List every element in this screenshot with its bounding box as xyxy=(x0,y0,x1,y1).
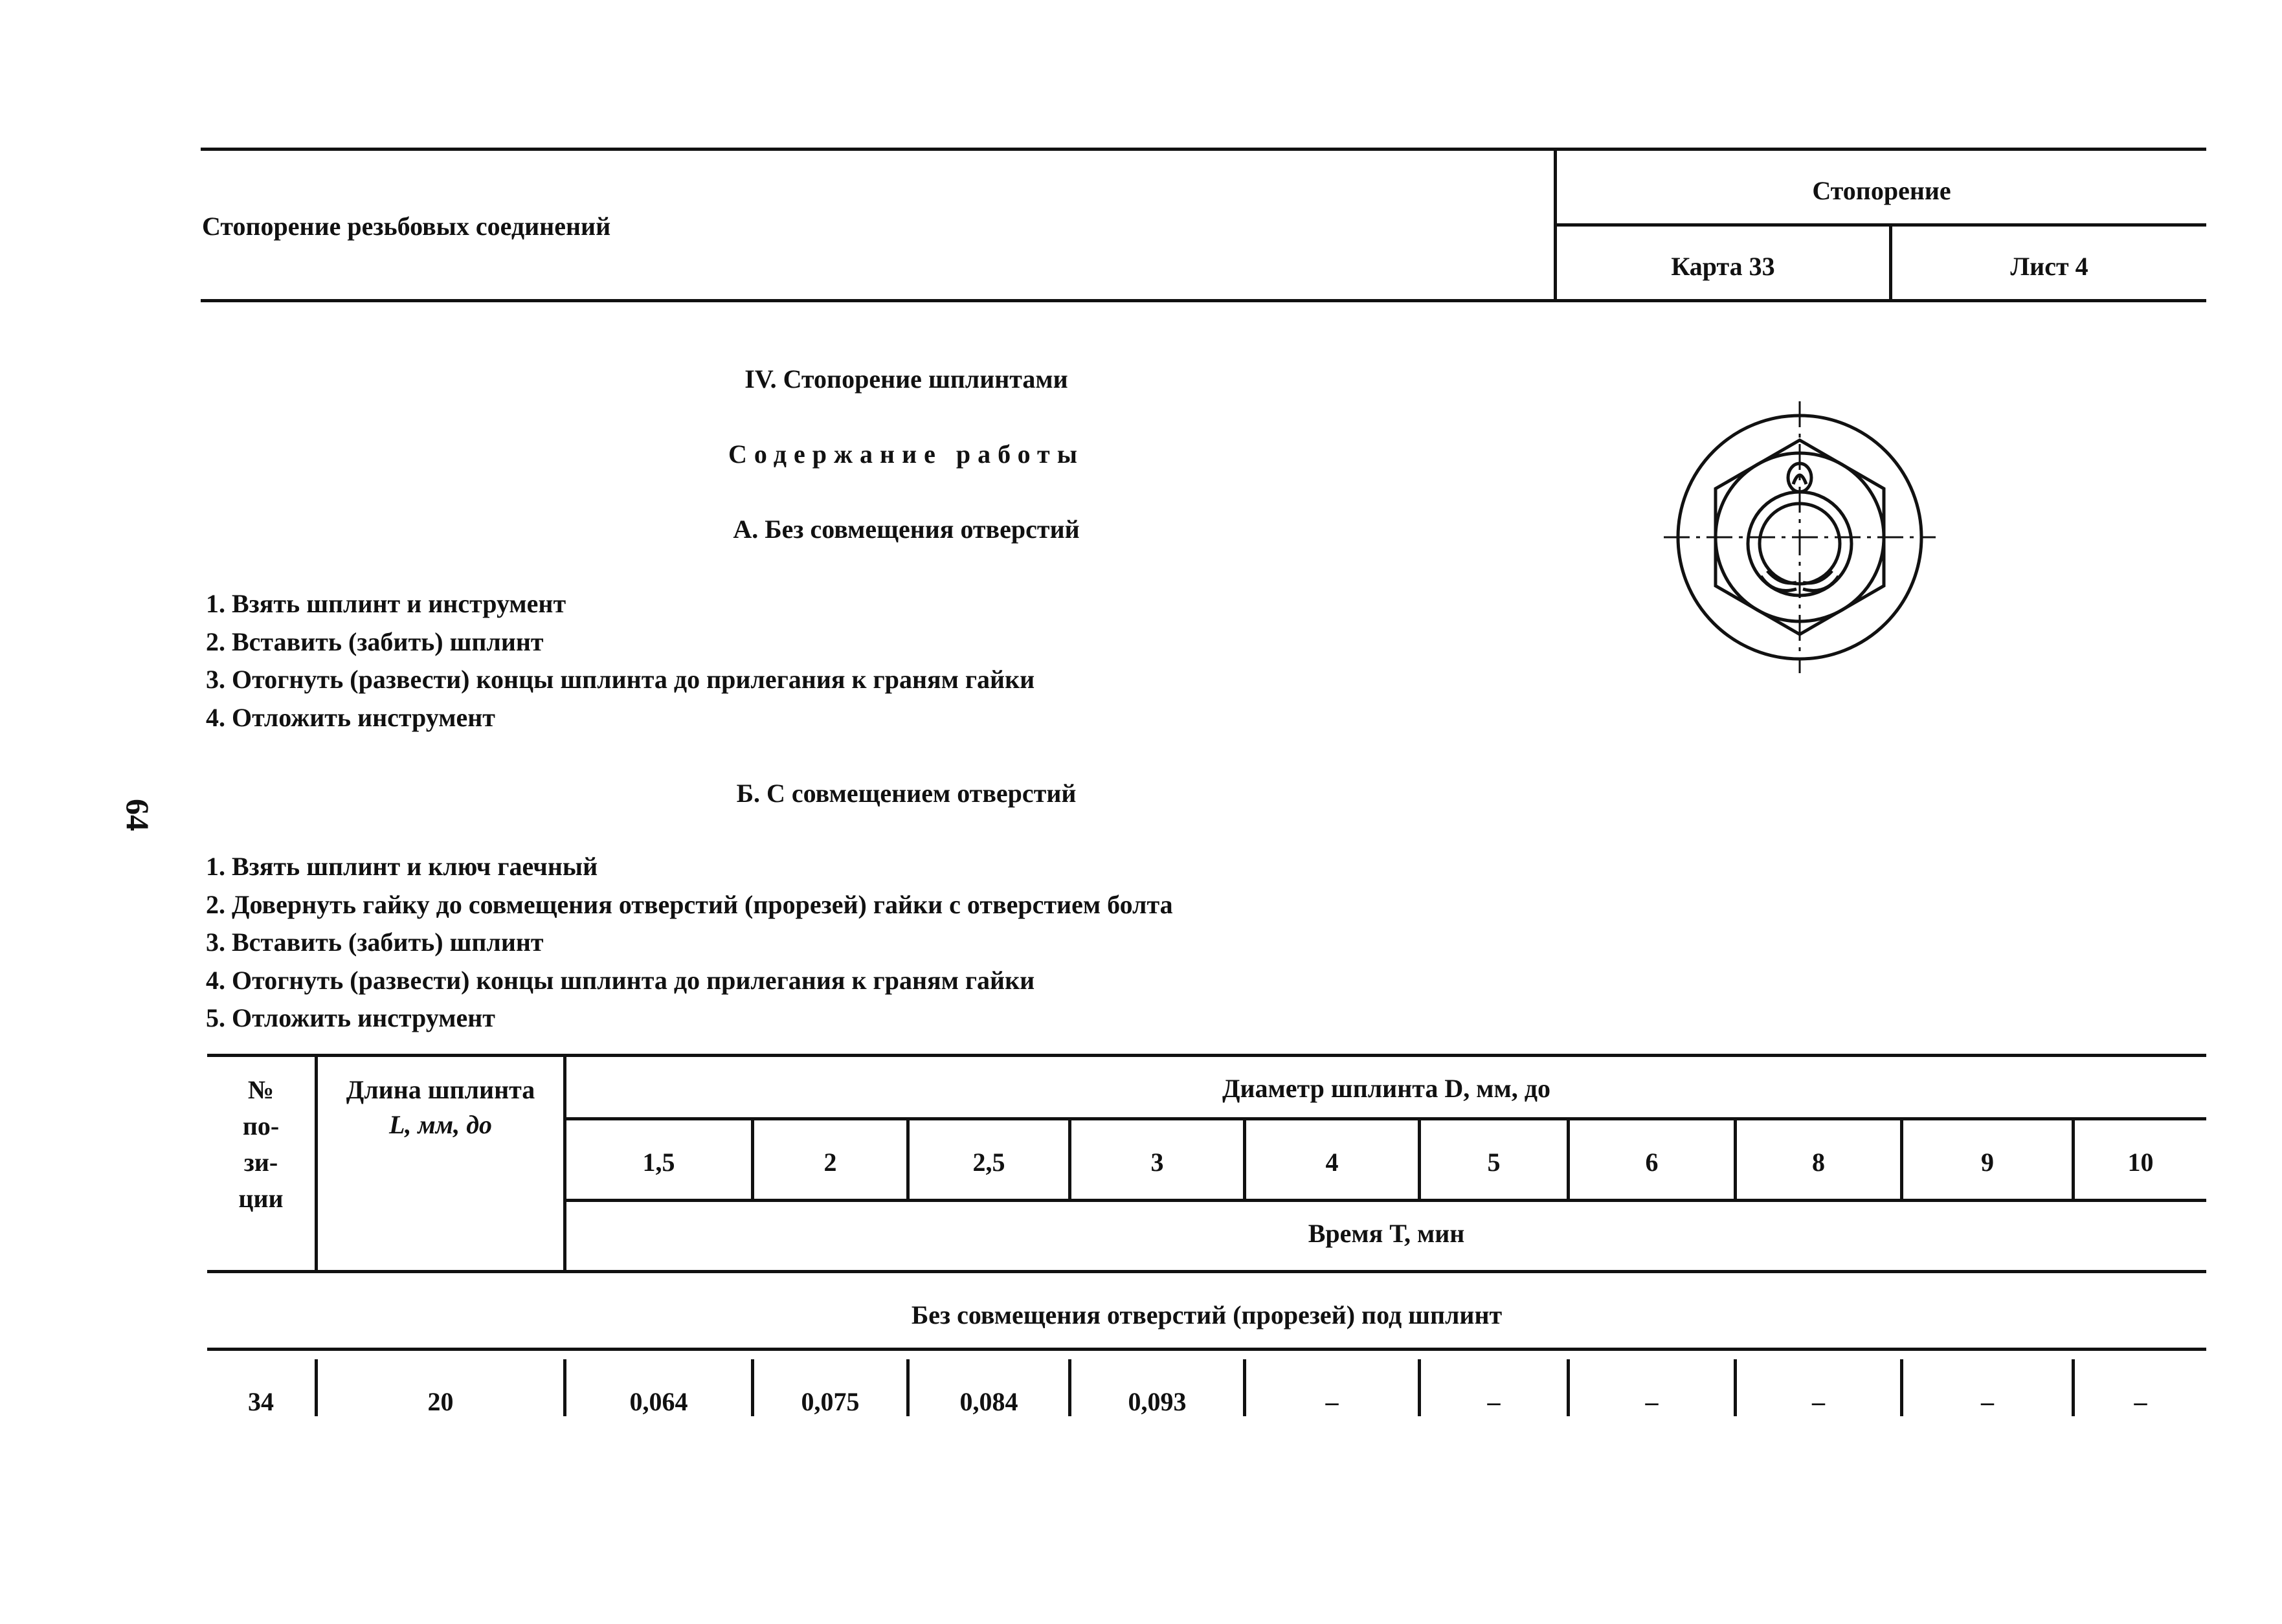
page-number: 64 xyxy=(120,799,156,831)
time-value: 0,093 xyxy=(1128,1387,1187,1416)
table-group-rule xyxy=(207,1348,2206,1351)
table-diameter-rule xyxy=(565,1117,2206,1120)
time-value: – xyxy=(1812,1387,1825,1416)
list-item: 1. Взять шплинт и ключ гаечный xyxy=(206,852,598,881)
time-value: – xyxy=(1487,1387,1501,1416)
content-title: Содержание работы xyxy=(728,439,1084,469)
time-header: Время Т, мин xyxy=(1308,1219,1465,1248)
time-value: 0,064 xyxy=(629,1387,688,1416)
list-item: 4. Отложить инструмент xyxy=(206,702,495,732)
group-title: Без совмещения отверстий (прорезей) под шплинт xyxy=(911,1300,1503,1329)
row-col-divider-1 xyxy=(315,1359,318,1416)
list-item: 5. Отложить инструмент xyxy=(206,1003,495,1032)
diameter-value: 5 xyxy=(1487,1148,1501,1177)
header-bottom-rule xyxy=(201,299,2206,302)
diameter-value: 3 xyxy=(1150,1148,1164,1177)
time-value: – xyxy=(1325,1387,1339,1416)
col-length-line-1: Длина шплинта xyxy=(346,1075,535,1104)
table-time-rule xyxy=(565,1199,2206,1202)
time-value: – xyxy=(2134,1387,2147,1416)
col-position-line-4: ции xyxy=(238,1184,284,1213)
list-a xyxy=(206,585,1035,737)
list-item: 2. Вставить (забить) шплинт xyxy=(206,627,544,656)
diameter-value: 4 xyxy=(1325,1148,1339,1177)
header-card: Карта 33 xyxy=(1671,252,1775,281)
col-position-line-3: зи- xyxy=(243,1148,278,1177)
list-b xyxy=(206,848,1173,1038)
list-item: 1. Взять шплинт и инструмент xyxy=(206,589,566,618)
table-header-bottom-rule xyxy=(207,1270,2206,1273)
header-section: Стопорение xyxy=(1812,176,1951,205)
col-position-line-1: № xyxy=(247,1075,274,1104)
header-mid-rule xyxy=(1554,223,2206,227)
diameter-value: 2,5 xyxy=(972,1148,1005,1177)
diameter-value: 8 xyxy=(1812,1148,1825,1177)
diameter-value: 1,5 xyxy=(642,1148,675,1177)
diameter-value: 6 xyxy=(1645,1148,1659,1177)
diameter-value: 10 xyxy=(2127,1148,2154,1177)
row-34-position: 34 xyxy=(248,1387,274,1416)
part-a-heading: А. Без совмещения отверстий xyxy=(733,515,1080,544)
list-item: 4. Отогнуть (развести) концы шплинта до прилегания к граням гайки xyxy=(206,965,1035,995)
time-value: – xyxy=(1981,1387,1994,1416)
header-title: Стопорение резьбовых соединений xyxy=(202,212,611,241)
diameter-value: 9 xyxy=(1981,1148,1994,1177)
cotter-pin-nut-drawing xyxy=(1664,401,1936,673)
time-value: – xyxy=(1645,1387,1659,1416)
header-top-rule xyxy=(201,148,2206,151)
diameter-header: Диаметр шплинта D, мм, до xyxy=(1222,1074,1551,1103)
col-length-line-2: L, мм, до xyxy=(388,1110,493,1139)
header-sheet: Лист 4 xyxy=(2010,252,2088,281)
table-top-rule xyxy=(207,1054,2206,1057)
list-item: 3. Отогнуть (развести) концы шплинта до прилегания к граням гайки xyxy=(206,665,1035,694)
time-value: 0,075 xyxy=(801,1387,860,1416)
time-value: 0,084 xyxy=(959,1387,1018,1416)
part-b-heading: Б. С совмещением отверстий xyxy=(736,779,1077,808)
row-34-length: 20 xyxy=(427,1387,454,1416)
section-title: IV. Стопорение шплинтами xyxy=(744,364,1068,394)
list-item: 3. Вставить (забить) шплинт xyxy=(206,928,544,957)
diameter-value: 2 xyxy=(823,1148,837,1177)
col-position-line-2: по- xyxy=(242,1111,280,1140)
list-item: 2. Довернуть гайку до совмещения отверстий (прорезей) гайки с отверстием болта xyxy=(206,889,1173,919)
